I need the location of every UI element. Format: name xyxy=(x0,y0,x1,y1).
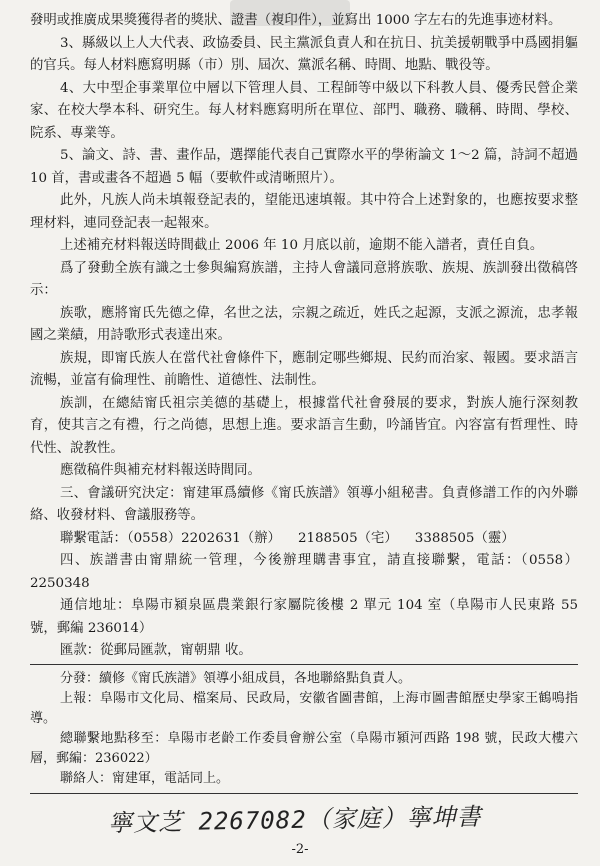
paragraph: 3、縣級以上人大代表、政協委員、民主黨派負責人和在抗日、抗美援朝戰爭中爲國捐軀的官兵。每人材料應寫明縣（市）別、屆次、黨派名稱、時間、地點、戰役等。 xyxy=(30,35,578,73)
paragraph: 應徵稿件與補充材料報送時間同。 xyxy=(60,463,261,478)
phone-home: 2188505（宅） xyxy=(297,530,398,546)
distribution-report: 上報：阜陽市文化局、檔案局、民政局，安徽省圖書館，上海市圖書館歷史學家王鶴鳴指導。 xyxy=(30,691,578,726)
distribution-moved: 總聯繫地點移至：阜陽市老齡工作委員會辦公室（阜陽市潁河西路 198 號，民政大樓六層，郵編：236022） xyxy=(30,731,578,766)
paragraph: 爲了發動全族有識之士參與編寫族譜，主持人會議同意將族歌、族規、族訓發出徵稿啓示： xyxy=(30,260,578,298)
body-text xyxy=(30,10,578,663)
handwritten-note: 寧文芝 2267082（家庭）寧坤書 xyxy=(107,802,482,838)
phone-other: 3388505（靈） xyxy=(414,530,515,546)
phone-label: 聯繫電話： xyxy=(60,530,127,546)
distribution-person: 聯絡人：甯建軍，電話同上。 xyxy=(60,771,230,786)
distribution-send: 分發：續修《甯氏族譜》領導小組成員，各地聯絡點負責人。 xyxy=(60,671,412,686)
phone-office: （0558）2202631（辦） xyxy=(126,530,281,546)
paragraph: 上述補充材料報送時間截止 2006 年 10 月底以前，逾期不能入譜者，責任自負。 xyxy=(60,238,544,253)
paragraph: 族規，即甯氏族人在當代社會條件下，應制定哪些鄉規、民約而治家、報國。要求語言流暢，並富有倫理性、前瞻性、道德性、法制性。 xyxy=(30,350,578,388)
mailing-address: 通信地址：阜陽市潁泉區農業銀行家屬院後樓 2 單元 104 室（阜陽市人民東路 55 號，郵編 236014） xyxy=(30,598,578,636)
distribution-block xyxy=(30,664,578,794)
section-four: 四、族譜書由甯鼎統一管理，今後辦理購書事宜，請直接聯繫，電話：（0558）2250348 xyxy=(30,553,578,591)
page-number: -2- xyxy=(291,842,309,857)
remittance-info: 匯款：從郵局匯款，甯朝鼎 收。 xyxy=(60,643,252,658)
paragraph: 族歌，應將甯氏先德之偉，名世之法，宗親之疏近，姓氏之起源，支派之源流，忠孝報國之業績，用詩歌形式表達出來。 xyxy=(30,305,578,343)
paragraph: 族訓，在總結甯氏祖宗美德的基礎上，根據當代社會發展的要求，對族人施行深刻教育，使其言之有禮，行之尚德，思想上進。要求語言生動，吟誦皆宜。內容富有哲理性、時代性、說教性。 xyxy=(30,395,578,456)
paragraph: 發明或推廣成果獎獲得者的獎狀、證書（複印件），並寫出 1000 字左右的先進事迹材料。 xyxy=(30,13,562,28)
paragraph: 4、大中型企事業單位中層以下管理人員、工程師等中級以下科教人員、優秀民營企業家、在校大學本科、研究生。每人材料應寫明所在單位、部門、職務、職稱、時間、學校、院系、專業等。 xyxy=(30,80,578,141)
paragraph: 5、論文、詩、書、畫作品，選擇能代表自己實際水平的學術論文 1～2 篇，詩詞不超過 10 首，書或畫各不超過 5 幅（要軟件或清晰照片）。 xyxy=(30,148,578,186)
paragraph: 此外，凡族人尚未填報登記表的，望能迅速填報。其中符合上述對象的，也應按要求整理材料，連同登記表一起報來。 xyxy=(30,193,578,231)
paragraph: 三、會議研究決定：甯建軍爲續修《甯氏族譜》領導小組秘書。負責修譜工作的內外聯絡、收發材料、會議服務等。 xyxy=(30,485,578,523)
contact-phones xyxy=(30,528,578,551)
